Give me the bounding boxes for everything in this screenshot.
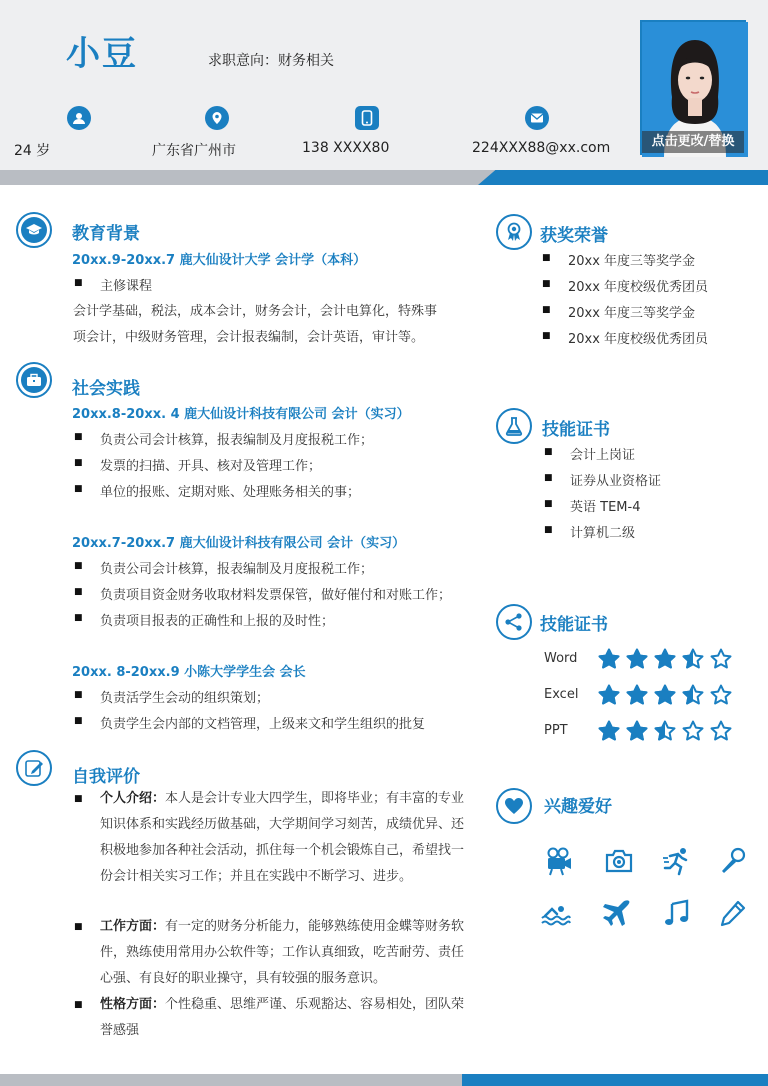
practice-job-1-header: 20xx.8-20xx. 4 鹿大仙设计科技有限公司 会计（实习）	[72, 407, 410, 422]
user-icon	[67, 106, 91, 130]
education-title: 教育背景	[72, 224, 140, 244]
rating-star-icon	[710, 684, 732, 706]
mail-icon	[525, 106, 549, 130]
cert-item: ■ 证券从业资格证	[570, 470, 661, 489]
rating-star-icon	[710, 648, 732, 670]
self-eval-title: 自我评价	[72, 767, 140, 787]
info-email	[472, 106, 611, 156]
graduation-cap-icon	[16, 212, 52, 248]
email-text: 224XXX88@xx.com	[472, 140, 611, 156]
self-eval-text: 本人是会计专业大四学生，即将毕业；有丰富的专业知识体系和实践经历做基础，大学期间学习刻苦，成绩优异、还积极地参加各种社会活动，抓住每一个机会锻炼自己，希望找一份会计相关实习工作；并且在实践中不断学习、进步。	[100, 791, 465, 884]
briefcase-icon	[16, 362, 52, 398]
certs-title: 技能证书	[542, 420, 610, 440]
skills-title: 技能证书	[540, 615, 608, 635]
share-icon	[496, 604, 532, 640]
practice-job-3-header: 20xx. 8-20xx.9 小陈大学学生会 会长	[72, 665, 306, 680]
edit-note-icon	[16, 750, 52, 786]
award-item: ■ 20xx 年度校级优秀团员	[568, 276, 708, 295]
self-eval-label: 工作方面：	[100, 919, 166, 934]
phone-text: 138 XXXX80	[302, 140, 390, 156]
skill-name: PPT	[544, 723, 568, 738]
self-eval-item: ■ 个人介绍：本人是会计专业大四学生，即将毕业；有丰富的专业知识体系和实践经历做基础，大学期间学习刻苦，成绩优异、还积极地参加各种社会活动，抓住每一个机会锻炼自己，希望找一份会计相关实习工作；并且在实践中不断学习、进步。	[74, 791, 465, 884]
info-age	[14, 106, 144, 159]
age-text: 24 岁	[14, 143, 51, 159]
skill-stars	[598, 684, 732, 706]
rating-star-icon	[598, 684, 620, 706]
profile-photo[interactable]	[640, 20, 746, 155]
airplane-icon	[602, 898, 632, 928]
practice-job-2-item: ■ 负责项目资金财务收取材料发票保管，做好催付和对账工作；	[100, 584, 451, 603]
practice-job-2-header: 20xx.7-20xx.7 鹿大仙设计科技有限公司 会计（实习）	[72, 536, 406, 551]
self-eval-label: 性格方面：	[100, 997, 166, 1012]
rating-star-icon	[682, 720, 704, 742]
rating-star-icon	[710, 720, 732, 742]
candidate-name: 小豆	[66, 34, 138, 74]
education-sub: ■ 主修课程	[100, 275, 152, 294]
info-location	[152, 106, 282, 159]
self-eval-item: ■ 工作方面：有一定的财务分析能力，能够熟练使用金蝶等财务软件，熟练使用常用办公软件等；工作认真细致，吃苦耐劳、责任心强、有良好的职业操守，具有较强的服务意识。	[74, 919, 465, 986]
rating-star-icon	[654, 720, 676, 742]
running-icon	[662, 846, 692, 876]
music-note-icon	[662, 898, 692, 928]
rating-star-icon	[654, 684, 676, 706]
location-text: 广东省广州市	[152, 143, 236, 159]
practice-job-1-item: ■ 负责公司会计核算，报表编制及月度报税工作；	[100, 429, 373, 448]
rating-star-icon	[682, 648, 704, 670]
rating-star-icon	[626, 684, 648, 706]
self-eval-text: 个性稳重、思维严谨、乐观豁达、容易相处，团队荣誉感强	[100, 997, 465, 1038]
phone-icon	[355, 106, 379, 130]
practice-job-1-item: ■ 单位的报账、定期对账、处理账务相关的事；	[100, 481, 360, 500]
practice-job-2-item: ■ 负责公司会计核算，报表编制及月度报税工作；	[100, 558, 373, 577]
photo-camera-icon	[604, 846, 634, 876]
footer-bar-gray	[0, 1074, 480, 1086]
rating-star-icon	[654, 648, 676, 670]
rating-star-icon	[598, 720, 620, 742]
practice-title: 社会实践	[72, 379, 140, 399]
job-intent: 求职意向：财务相关	[208, 53, 334, 69]
education-line-1: 会计学基础，税法，成本会计，财务会计，会计电算化，特殊事	[73, 304, 438, 319]
cert-item: ■ 英语 TEM-4	[570, 496, 640, 515]
rating-star-icon	[626, 720, 648, 742]
award-medal-icon	[496, 214, 532, 250]
pencil-icon	[718, 898, 748, 928]
rating-star-icon	[626, 648, 648, 670]
practice-job-3-item: ■ 负责活学生会动的组织策划；	[100, 687, 269, 706]
hobbies-title: 兴趣爱好	[544, 797, 612, 817]
rating-star-icon	[682, 684, 704, 706]
skill-name: Excel	[544, 687, 579, 702]
skill-name: Word	[544, 651, 578, 666]
practice-job-3-item: ■ 负责学生会内部的文档管理，上级来文和学生组织的批复	[100, 713, 425, 732]
rating-star-icon	[598, 648, 620, 670]
flask-icon	[496, 408, 532, 444]
divider-blue	[478, 170, 768, 185]
awards-title: 获奖荣誉	[540, 226, 608, 246]
practice-job-2-item: ■ 负责项目报表的正确性和上报的及时性；	[100, 610, 334, 629]
award-item: ■ 20xx 年度校级优秀团员	[568, 328, 708, 347]
location-icon	[205, 106, 229, 130]
education-line-2: 项会计，中级财务管理，会计报表编制，会计英语，审计等。	[73, 330, 425, 345]
self-eval-item: ■ 性格方面：个性稳重、思维严谨、乐观豁达、容易相处，团队荣誉感强	[74, 997, 465, 1038]
swimming-icon	[540, 898, 570, 928]
info-phone	[302, 106, 432, 156]
practice-job-1-item: ■ 发票的扫描、开具、核对及管理工作；	[100, 455, 321, 474]
microphone-icon	[718, 846, 748, 876]
cert-item: ■ 计算机二级	[570, 522, 635, 541]
divider-gray	[0, 170, 500, 185]
skill-stars	[598, 720, 732, 742]
education-header: 20xx.9-20xx.7 鹿大仙设计大学 会计学（本科）	[72, 253, 367, 268]
cert-item: ■ 会计上岗证	[570, 444, 635, 463]
heart-icon	[496, 788, 532, 824]
skill-stars	[598, 648, 732, 670]
photo-change-caption[interactable]: 点击更改/替换	[642, 131, 744, 153]
camera-film-icon	[544, 846, 574, 876]
footer-bar-blue	[462, 1074, 768, 1086]
award-item: ■ 20xx 年度三等奖学金	[568, 250, 695, 269]
award-item: ■ 20xx 年度三等奖学金	[568, 302, 695, 321]
self-eval-label: 个人介绍：	[100, 791, 166, 806]
self-eval-text: 有一定的财务分析能力，能够熟练使用金蝶等财务软件，熟练使用常用办公软件等；工作认真细致，吃苦耐劳、责任心强、有良好的职业操守，具有较强的服务意识。	[100, 919, 465, 986]
